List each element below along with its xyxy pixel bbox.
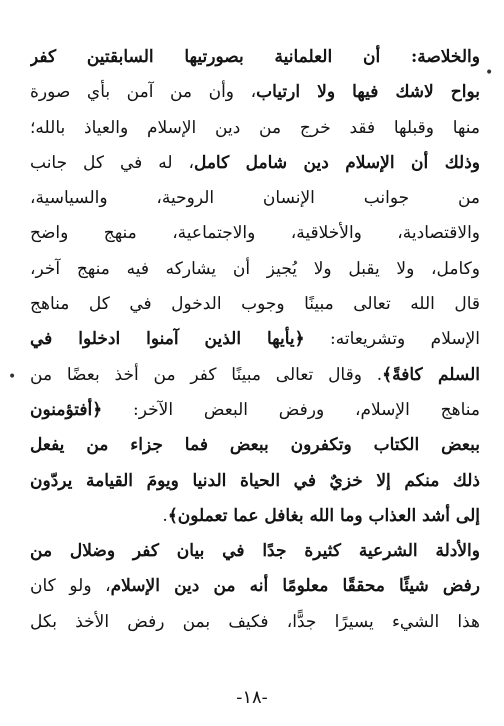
text-segment: . <box>162 505 168 526</box>
bold-text-segment: السلم كافةً﴾ <box>382 364 480 385</box>
text-line <box>30 40 480 75</box>
text-line <box>30 464 480 499</box>
bold-text-segment: أن العلمانية بصورتيها السابقتين كفر <box>30 47 411 67</box>
body-text <box>30 40 480 640</box>
text-segment: قال الله تعالى مبينًا وجوب الدخول في كل مناهج <box>30 294 480 315</box>
bold-text-segment: ﴿أفتؤمنون <box>30 399 103 420</box>
text-segment: من جوانب الإنسان الروحية، والسياسية، <box>30 188 480 209</box>
text-segment: ، له في كل جانب <box>30 152 194 173</box>
bold-text-segment: والأدلة الشرعية كثيرة جدًا في بيان كفر وضلال من <box>30 541 480 562</box>
text-line <box>30 569 480 604</box>
text-segment: وكامل، ولا يقبل ولا يُجيز أن يشاركه فيه منهج آخر، <box>30 258 480 279</box>
text-line <box>30 393 480 428</box>
text-line <box>30 111 480 146</box>
text-line <box>30 322 480 357</box>
text-line <box>30 358 480 393</box>
bold-text-segment: إلى أشد العذاب وما الله بغافل عما تعملون﴾ <box>167 505 480 526</box>
page-number: -١٨- <box>236 687 268 708</box>
text-line <box>30 287 480 322</box>
text-segment: . وقال تعالى مبينًا كفر من أخذ بعضًا من <box>30 364 383 385</box>
margin-mark-left: • <box>8 369 17 385</box>
text-line <box>30 181 480 216</box>
bold-text-segment: والخلاصة: <box>410 47 480 67</box>
bold-text-segment: رفض شيئًا محققًا معلومًا أنه من دين الإسلام <box>110 576 480 597</box>
bold-text-segment: بواح لاشك فيها ولا ارتياب <box>256 82 480 103</box>
margin-mark-right: • <box>485 65 494 81</box>
text-segment: ، ولو كان <box>30 576 111 597</box>
text-segment: مناهج الإسلام، ورفض البعض الآخر: <box>102 399 480 420</box>
text-segment: هذا الشيء يسيرًا جدًّا، فكيف بمن رفض الأخذ بكل <box>30 611 480 632</box>
text-line <box>30 75 480 110</box>
text-segment: منها وقبلها فقد خرج من دين الإسلام والعياذ بالله؛ <box>30 117 480 138</box>
text-segment: ، وأن من آمن بأي صورة <box>30 82 257 103</box>
text-line <box>30 605 480 640</box>
bold-text-segment: ببعض الكتاب وتكفرون ببعض فما جزاء من يفعل <box>30 435 480 456</box>
text-segment: والاقتصادية، والأخلاقية، والاجتماعية، منهج واضح <box>30 223 480 244</box>
text-line <box>30 428 480 463</box>
text-line <box>30 499 480 534</box>
text-line <box>30 216 480 251</box>
bold-text-segment: ذلك منكم إلا خزيٌ في الحياة الدنيا ويومَ القيامة يردّون <box>30 470 480 491</box>
text-segment: الإسلام وتشريعاته: <box>304 329 480 350</box>
text-line <box>30 534 480 569</box>
bold-text-segment: ﴿يأيها الذين آمنوا ادخلوا في <box>30 329 305 350</box>
text-line <box>30 146 480 181</box>
text-line <box>30 252 480 287</box>
bold-text-segment: وذلك أن الإسلام دين شامل كامل <box>193 152 480 173</box>
